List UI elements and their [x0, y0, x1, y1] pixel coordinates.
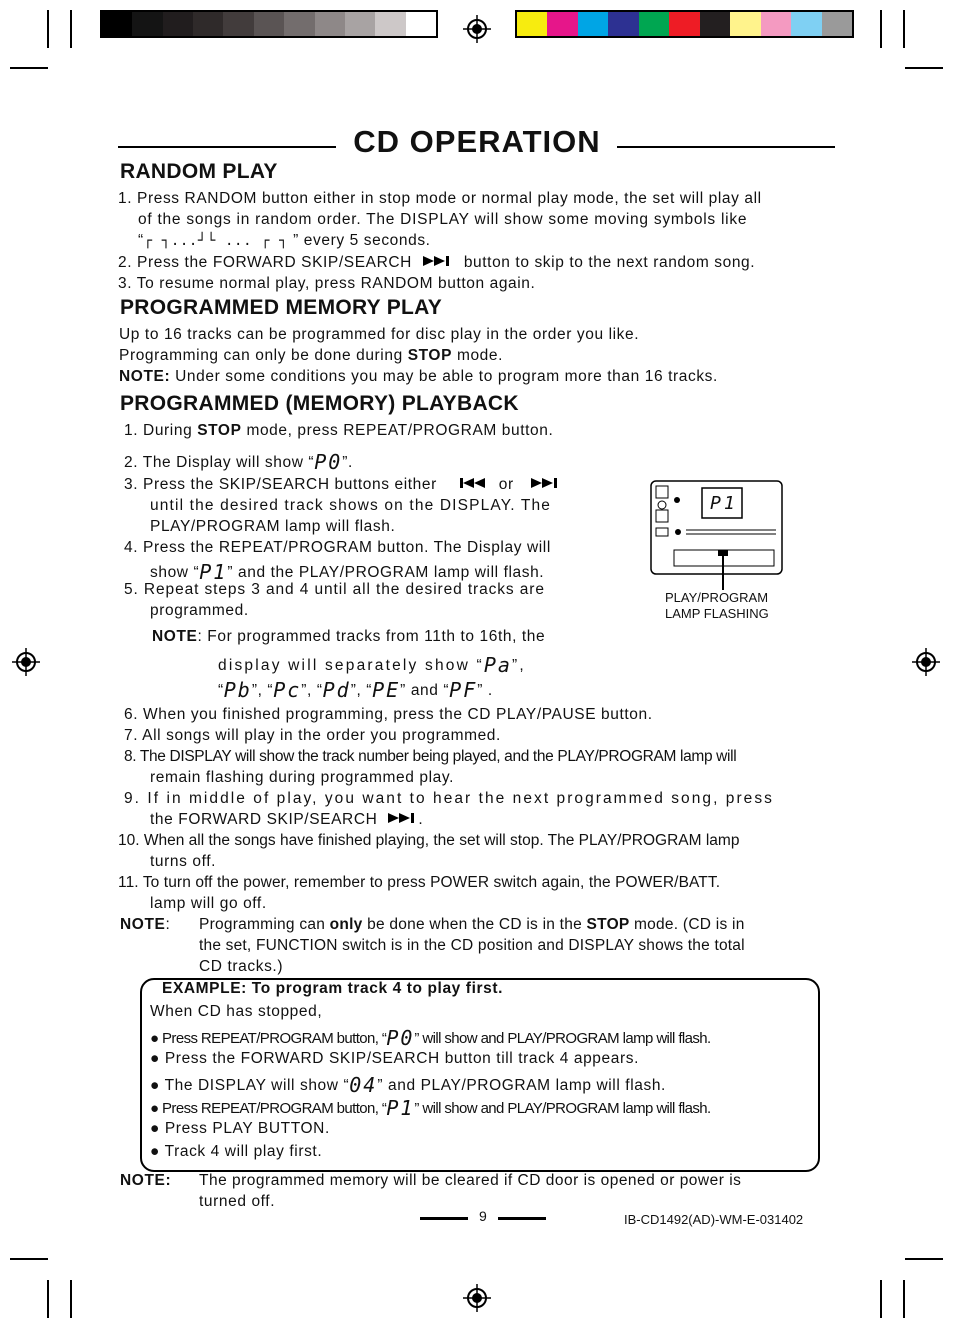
document-code: IB-CD1492(AD)-WM-E-031402 [624, 1212, 804, 1227]
and-word: ” and “ [400, 682, 450, 699]
step-4-text: show “ [150, 564, 200, 581]
note-label: NOTE [120, 916, 166, 933]
random-play-heading: RANDOM PLAY [120, 160, 278, 183]
only-emphasis: only [329, 916, 363, 933]
random-line-4-text: 2. Press the FORWARD SKIP/SEARCH [118, 254, 412, 272]
step-1-text: 1. During [124, 422, 198, 439]
example-line-2-end: ” will show and PLAY/PROGRAM lamp will flash. [414, 1030, 711, 1047]
diagram-display-text: P1 [710, 493, 738, 514]
quote-sep: ”, “ [251, 682, 274, 699]
color-swatch [132, 12, 162, 36]
playback-step-8b: remain flashing during programmed play. [150, 769, 454, 786]
lcd-symbol: P0 [314, 450, 343, 474]
random-line-5: 3. To resume normal play, press RANDOM button again. [118, 275, 536, 292]
example-line-1: When CD has stopped, [150, 1003, 323, 1020]
note-line-1 [152, 628, 545, 646]
step-3-text: 3. Press the SKIP/SEARCH buttons either [124, 476, 437, 494]
crop-mark [880, 1280, 882, 1318]
playback-step-7: 7. All songs will play in the order you programmed. [124, 727, 501, 744]
color-swatch [102, 12, 132, 36]
crop-mark [47, 1280, 49, 1318]
random-line-2: of the songs in random order. The DISPLAY will show some moving symbols like [138, 211, 748, 228]
example-line-3: ● Press the FORWARD SKIP/SEARCH button till track 4 appears. [150, 1050, 639, 1067]
grayscale-calibration-bar [100, 10, 438, 38]
quote-sep: ”, “ [350, 682, 373, 699]
memory-line-2 [119, 347, 503, 365]
example-line-4-end: ” and PLAY/PROGRAM lamp will flash. [377, 1077, 666, 1094]
color-swatch [547, 12, 577, 36]
device-panel-diagram [650, 480, 783, 575]
lcd-symbol: PF [449, 678, 478, 702]
note-line-2-end: ”, [511, 657, 526, 674]
stop-emphasis: STOP [197, 422, 242, 439]
backward-skip-icon [456, 476, 486, 494]
color-swatch [761, 12, 791, 36]
color-swatch [406, 12, 436, 36]
example-line-7: ● Track 4 will play first. [150, 1143, 323, 1160]
playback-step-5a: 5. Repeat steps 3 and 4 until all the desired tracks are [124, 581, 545, 598]
note2-text: Programming can [199, 916, 330, 933]
lcd-symbol: Pc [273, 678, 302, 702]
memory-note-text: Under some conditions you may be able to program more than 16 tracks. [170, 368, 718, 385]
random-line-3-text: ” every 5 seconds. [288, 232, 431, 249]
playback-step-3b: until the desired track shows on the DISPLAY. The [150, 497, 551, 514]
step-2-text: 2. The Display will show “ [124, 454, 315, 471]
example-line-5 [150, 1096, 711, 1120]
playback-step-10a: 10. When all the songs have finished playing, the set will stop. The PLAY/PROGRAM lamp [118, 832, 740, 849]
playback-step-4a: 4. Press the REPEAT/PROGRAM button. The Display will [124, 539, 551, 556]
final-note-label: NOTE: [120, 1172, 172, 1189]
or-word: or [498, 476, 514, 494]
playback-step-8a: 8. The DISPLAY will show the track number being played, and the PLAY/PROGRAM lamp will [124, 748, 737, 765]
footer-rule-left [420, 1217, 468, 1220]
color-swatch [822, 12, 852, 36]
moving-symbols: ┌ ┐...┘└ ... ┌ ┐ [143, 233, 289, 249]
color-swatch [639, 12, 669, 36]
crop-mark [905, 1258, 943, 1260]
lcd-symbol: Pb [223, 678, 252, 702]
crop-mark [10, 67, 48, 69]
playback-step-6: 6. When you finished programming, press the CD PLAY/PAUSE button. [124, 706, 653, 723]
quote-close: ” . [477, 682, 493, 699]
crop-mark [70, 10, 72, 48]
note-label: NOTE [152, 628, 198, 645]
crop-mark [903, 10, 905, 48]
example-line-2 [150, 1026, 711, 1050]
lcd-symbol: Pd [322, 678, 351, 702]
color-swatch [700, 12, 730, 36]
color-swatch [284, 12, 314, 36]
lcd-symbol: P1 [199, 560, 228, 584]
example-line-2-text: ● Press REPEAT/PROGRAM button, “ [150, 1030, 387, 1047]
note-line-1-text: : For programmed tracks from 11th to 16th, the [197, 628, 546, 645]
playback-step-11a: 11. To turn off the power, remember to press POWER switch again, the POWER/BATT. [118, 874, 721, 891]
color-swatch [608, 12, 638, 36]
random-line-4-end: button to skip to the next random song. [463, 254, 756, 272]
quote-open: “ [138, 232, 144, 249]
color-swatch [254, 12, 284, 36]
stop-emphasis: STOP [586, 916, 630, 933]
page-title: CD OPERATION [353, 124, 601, 159]
note2-line-2: the set, FUNCTION switch is in the CD position and DISPLAY shows the total [199, 937, 745, 954]
crop-mark [905, 67, 943, 69]
forward-skip-icon [388, 811, 418, 829]
color-swatch [315, 12, 345, 36]
colon: : [165, 916, 171, 933]
example-title: EXAMPLE: To program track 4 to play first. [162, 980, 503, 997]
forward-skip-icon [423, 254, 453, 272]
lcd-symbol: 04 [349, 1073, 378, 1097]
example-line-4 [150, 1073, 666, 1097]
title-rule-right [617, 146, 835, 148]
color-swatch [345, 12, 375, 36]
crop-mark [47, 10, 49, 48]
memory-play-heading: PROGRAMMED MEMORY PLAY [120, 296, 443, 319]
example-line-5-end: ” will show and PLAY/PROGRAM lamp will flash. [414, 1100, 711, 1117]
playback-step-3a [124, 476, 561, 494]
memory-line-2-text: Programming can only be done during [119, 347, 408, 364]
playback-step-9b [150, 811, 423, 829]
color-swatch [223, 12, 253, 36]
example-line-5-text: ● Press REPEAT/PROGRAM button, “ [150, 1100, 387, 1117]
final-note-line-1: The programmed memory will be cleared if CD door is opened or power is [199, 1172, 742, 1189]
lcd-symbol: Pa [483, 653, 512, 677]
note2-line-1 [199, 916, 745, 934]
playback-heading: PROGRAMMED (MEMORY) PLAYBACK [120, 392, 519, 415]
lcd-symbol: P1 [386, 1096, 415, 1120]
note-label: NOTE: [119, 368, 171, 385]
final-note-line-2: turned off. [199, 1193, 276, 1210]
color-swatch [730, 12, 760, 36]
page-number: 9 [479, 1208, 487, 1224]
diagram-caption-1: PLAY/PROGRAM [665, 590, 769, 605]
note2-text-mid: be done when the CD is in the [362, 916, 587, 933]
example-line-6: ● Press PLAY BUTTON. [150, 1120, 330, 1137]
step-2-end: ”. [342, 454, 353, 471]
quote-sep: ”, “ [301, 682, 323, 699]
registration-target-icon [12, 648, 40, 676]
color-swatch [163, 12, 193, 36]
crop-mark [10, 1258, 48, 1260]
note2-text-end: mode. (CD is in [629, 916, 745, 933]
note2-line-3: CD tracks.) [199, 958, 284, 975]
forward-skip-icon [531, 476, 561, 494]
note-line-2-text: display will separately show “ [218, 657, 484, 674]
crop-mark [70, 1280, 72, 1318]
note-line-3 [218, 678, 493, 702]
playback-step-1 [124, 422, 553, 440]
color-swatch [669, 12, 699, 36]
registration-target-icon [463, 15, 491, 43]
memory-line-2-end: mode. [452, 347, 504, 364]
random-line-3 [138, 232, 431, 250]
playback-step-11b: lamp will go off. [150, 895, 267, 912]
random-line-1: 1. Press RANDOM button either in stop mode or normal play mode, the set will play all [118, 190, 762, 207]
lcd-symbol: P0 [386, 1026, 415, 1050]
stop-emphasis: STOP [407, 347, 453, 364]
random-line-4 [118, 254, 755, 272]
color-swatch [517, 12, 547, 36]
step-9-text: the FORWARD SKIP/SEARCH [150, 811, 378, 829]
diagram-caption-2: LAMP FLASHING [665, 606, 769, 621]
color-swatch [193, 12, 223, 36]
diagram-leader-line [722, 560, 724, 590]
lcd-symbol: PE [372, 678, 401, 702]
footer-rule-right [498, 1217, 546, 1220]
registration-target-icon [463, 1284, 491, 1312]
example-line-4-text: ● The DISPLAY will show “ [150, 1077, 350, 1094]
color-swatch [791, 12, 821, 36]
playback-step-2 [124, 450, 353, 474]
memory-line-3 [119, 368, 718, 386]
color-swatch [578, 12, 608, 36]
period: . [418, 811, 424, 829]
step-1-end: mode, press REPEAT/PROGRAM button. [241, 422, 554, 439]
playback-step-10b: turns off. [150, 853, 217, 870]
crop-mark [880, 10, 882, 48]
crop-mark [903, 1280, 905, 1318]
memory-line-1: Up to 16 tracks can be programmed for disc play in the order you like. [119, 326, 640, 343]
playback-step-3c: PLAY/PROGRAM lamp will flash. [150, 518, 396, 535]
playback-step-9a: 9. If in middle of play, you want to hear the next programmed song, press [124, 790, 774, 807]
color-swatch [375, 12, 405, 36]
note2-label [120, 916, 170, 934]
color-calibration-bar [515, 10, 854, 38]
playback-step-5b: programmed. [150, 602, 249, 619]
registration-target-icon [912, 648, 940, 676]
quote-open: “ [218, 682, 224, 699]
step-4-end: ” and the PLAY/PROGRAM lamp will flash. [227, 564, 545, 581]
note-line-2 [218, 653, 526, 677]
